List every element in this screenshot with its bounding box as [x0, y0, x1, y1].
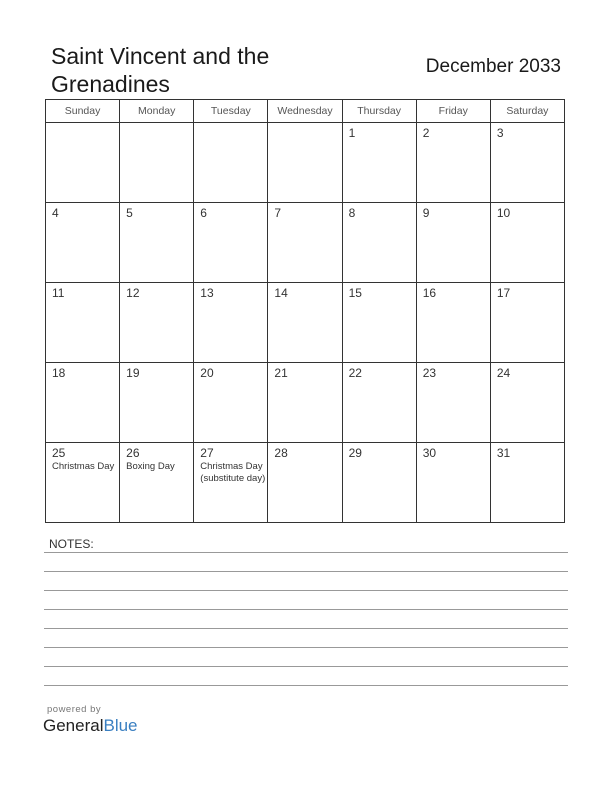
- day-number: 25: [52, 446, 66, 460]
- calendar-day-cell: [490, 443, 564, 523]
- calendar-day-cell: [490, 283, 564, 363]
- calendar-day-cell: [416, 363, 490, 443]
- calendar-day-cell: [194, 283, 268, 363]
- day-number: 28: [274, 446, 288, 460]
- day-number: 1: [348, 126, 356, 140]
- calendar-day-cell: [268, 123, 342, 203]
- month-year-label: December 2033: [425, 56, 561, 77]
- day-number: 24: [496, 366, 511, 380]
- notes-line: [44, 571, 568, 572]
- day-number: 19: [126, 366, 140, 380]
- calendar-day-cell: [46, 443, 120, 523]
- notes-label: NOTES:: [49, 537, 94, 551]
- day-number: 26: [126, 446, 140, 460]
- calendar-day-cell: [268, 203, 342, 283]
- day-number: 10: [496, 206, 511, 220]
- calendar-week-row: [46, 283, 565, 363]
- day-number: 9: [422, 206, 430, 220]
- weekday-sunday: Sunday: [46, 100, 120, 123]
- calendar-day-cell: [342, 363, 416, 443]
- calendar-day-cell: [46, 283, 120, 363]
- calendar-day-cell: [490, 123, 564, 203]
- calendar-day-cell: [416, 443, 490, 523]
- notes-line: [44, 685, 568, 686]
- day-number: 22: [348, 366, 362, 380]
- calendar-day-cell: [120, 283, 194, 363]
- calendar-day-cell: [120, 203, 194, 283]
- notes-line: [44, 609, 568, 610]
- day-number: 20: [200, 366, 214, 380]
- notes-line: [44, 628, 568, 629]
- day-number: 18: [52, 366, 66, 380]
- day-number: 4: [52, 206, 59, 220]
- powered-by-text: powered by: [47, 704, 102, 715]
- day-number: 11: [52, 286, 65, 300]
- notes-line: [44, 666, 568, 667]
- calendar-day-cell: [194, 363, 268, 443]
- day-number: 7: [274, 206, 282, 220]
- brand-blue-text: Blue: [103, 716, 138, 735]
- calendar-day-cell: [268, 283, 342, 363]
- day-number: 12: [126, 286, 140, 300]
- day-number: 16: [422, 286, 437, 300]
- calendar-day-cell: [416, 283, 490, 363]
- calendar-day-cell: [490, 203, 564, 283]
- day-number: 8: [348, 206, 356, 220]
- holiday-label: Boxing Day: [126, 461, 175, 472]
- calendar-day-cell: [46, 363, 120, 443]
- calendar-grid: [45, 99, 565, 523]
- calendar-day-cell: [194, 203, 268, 283]
- calendar-week-row: [46, 443, 565, 523]
- day-number: 3: [496, 126, 504, 140]
- weekday-saturday: Saturday: [490, 100, 564, 123]
- day-number: 29: [348, 446, 362, 460]
- calendar-day-cell: [120, 123, 194, 203]
- calendar-week-row: [46, 203, 565, 283]
- weekday-tuesday: Tuesday: [194, 100, 268, 123]
- weekday-thursday: Thursday: [342, 100, 416, 123]
- brand-logo: [43, 716, 138, 736]
- day-number: 21: [274, 366, 288, 380]
- weekday-header-row: [46, 100, 565, 123]
- calendar-day-cell: [490, 363, 564, 443]
- day-number: 31: [496, 446, 511, 460]
- calendar-day-cell: [120, 443, 194, 523]
- day-number: 17: [496, 286, 511, 300]
- notes-line: [44, 647, 568, 648]
- day-number: 13: [200, 286, 214, 300]
- holiday-label: Christmas Day: [52, 461, 115, 472]
- calendar-day-cell: [342, 203, 416, 283]
- day-number: 15: [348, 286, 362, 300]
- weekday-monday: Monday: [120, 100, 194, 123]
- day-number: 5: [126, 206, 133, 220]
- day-number: 2: [422, 126, 430, 140]
- day-number: 30: [422, 446, 437, 460]
- weekday-wednesday: Wednesday: [268, 100, 342, 123]
- calendar-day-cell: [416, 123, 490, 203]
- day-number: 6: [200, 206, 207, 220]
- notes-line: [44, 552, 568, 553]
- calendar-day-cell: [342, 123, 416, 203]
- holiday-label: Christmas Day (substitute day): [200, 461, 266, 484]
- weekday-friday: Friday: [416, 100, 490, 123]
- calendar-day-cell: [416, 203, 490, 283]
- calendar-week-row: [46, 123, 565, 203]
- brand-general-text: General: [43, 716, 104, 735]
- calendar-day-cell: [342, 283, 416, 363]
- day-number: 14: [274, 286, 288, 300]
- calendar-day-cell: [268, 363, 342, 443]
- day-number: 27: [200, 446, 214, 460]
- calendar-day-cell: [194, 123, 268, 203]
- calendar-day-cell: [268, 443, 342, 523]
- calendar-day-cell: [120, 363, 194, 443]
- page-title: Saint Vincent and the Grenadines: [51, 43, 270, 97]
- calendar-day-cell: [194, 443, 268, 523]
- calendar-day-cell: [342, 443, 416, 523]
- calendar-day-cell: [46, 123, 120, 203]
- day-number: 23: [422, 366, 437, 380]
- calendar-day-cell: [46, 203, 120, 283]
- notes-line: [44, 590, 568, 591]
- calendar-week-row: [46, 363, 565, 443]
